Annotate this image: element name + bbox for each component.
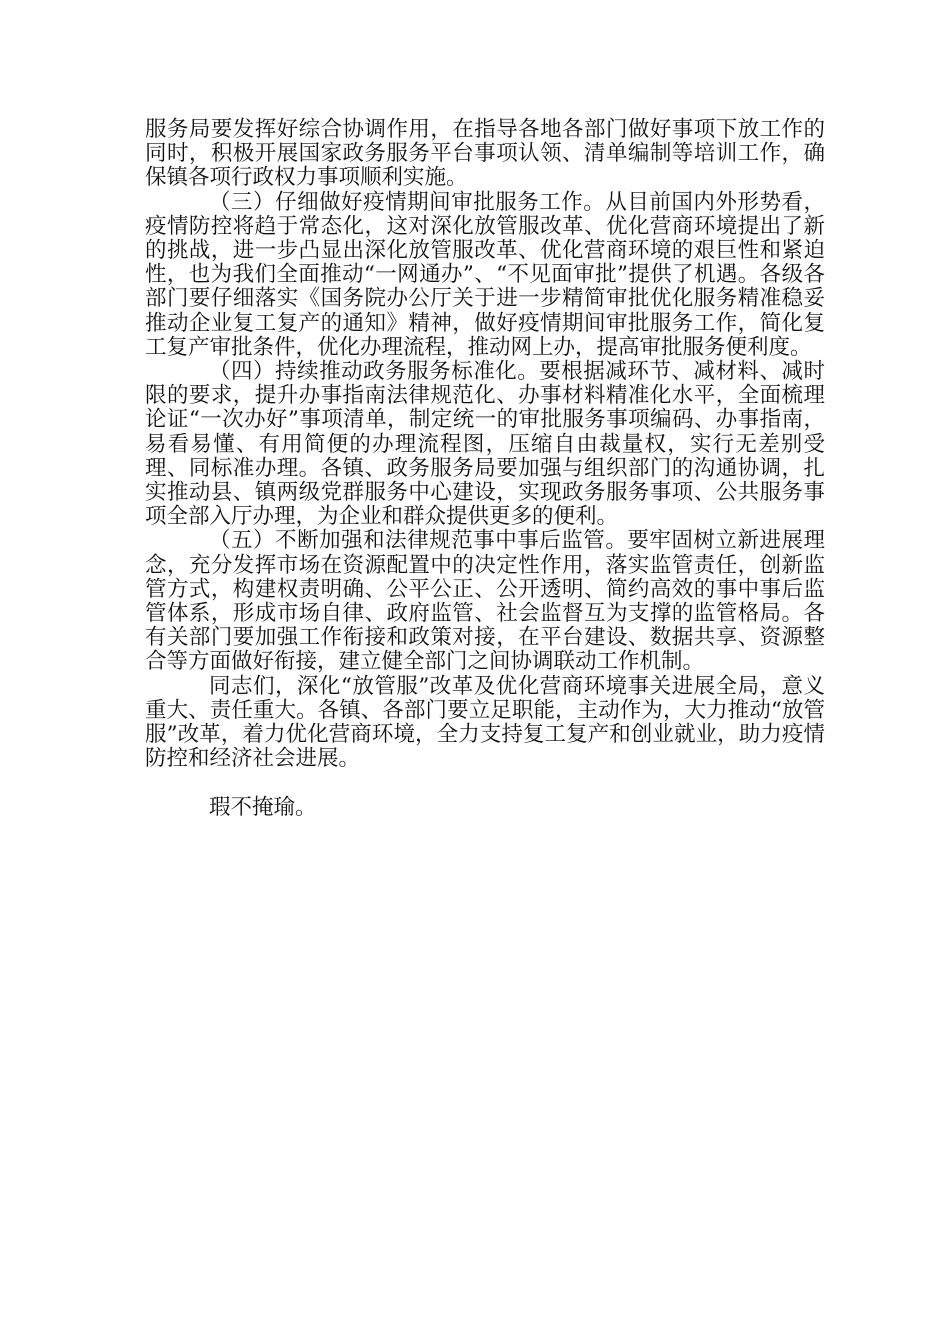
closing-line: 瑕不掩瑜。 [209, 794, 317, 820]
paragraph-section-3: （三）仔细做好疫情期间审批服务工作。从目前国内外形势看，疫情防控将趋于常态化，这对深化放管服改革、优化营商环境提出了新的挑战，进一步凸显出深化放管服改革、优化营商环境的艰巨性和紧迫性，也为我们全面推动“一网通办”、“不见面审批”提供了机遇。各级各部门要仔细落实《国务院办公厅关于进一步精简审批优化服务精准稳妥推动企业复工复产的通知》精神，做好疫情期间审批服务工作，简化复工复产审批条件，优化办理流程，推动网上办，提高审批服务便利度。 [145, 189, 825, 360]
paragraph-conclusion: 同志们，深化“放管服”改革及优化营商环境事关进展全局，意义重大、责任重大。各镇、各部门要立足职能，主动作为，大力推动“放管服”改革，着力优化营商环境，全力支持复工复产和创业就业，助力疫情防控和经济社会进展。 [145, 673, 825, 772]
blank-line [145, 771, 825, 795]
document-body [145, 118, 825, 820]
paragraph-section-5: （五）不断加强和法律规范事中事后监管。要牢固树立新进展理念，充分发挥市场在资源配置中的决定性作用，落实监管责任，创新监管方式，构建权责明确、公平公正、公开透明、简约高效的事中事后监管体系，形成市场自律、政府监管、社会监督互为支撑的监管格局。各有关部门要加强工作衔接和政策对接，在平台建设、数据共享、资源整合等方面做好衔接，建立健全部门之间协调联动工作机制。 [145, 528, 825, 675]
paragraph-section-4: （四）持续推动政务服务标准化。要根据减环节、减材料、减时限的要求，提升办事指南法律规范化、办事材料精准化水平，全面梳理论证“一次办好”事项清单，制定统一的审批服务事项编码、办事指南，易看易懂、有用简便的办理流程图，压缩自由裁量权，实行无差别受理、同标准办理。各镇、政务服务局要加强与组织部门的沟通协调，扎实推动县、镇两级党群服务中心建设，实现政务服务事项、公共服务事项全部入厅办理，为企业和群众提供更多的便利。 [145, 359, 825, 530]
paragraph-continuation: 服务局要发挥好综合协调作用，在指导各地各部门做好事项下放工作的同时，积极开展国家政务服务平台事项认领、清单编制等培训工作，确保镇各项行政权力事项顺利实施。 [145, 117, 825, 191]
